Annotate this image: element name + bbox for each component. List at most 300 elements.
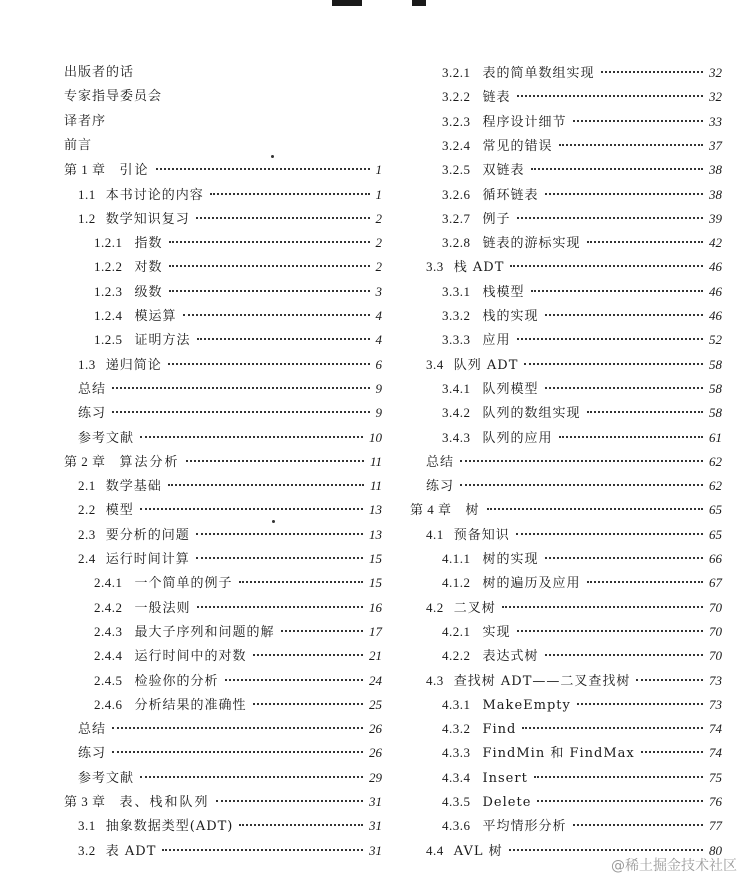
- toc-leader-dots: [253, 654, 363, 656]
- toc-entry-page: 4: [375, 332, 382, 348]
- toc-entry-number: 1.2.4: [94, 308, 123, 323]
- toc-entry-page: 75: [709, 769, 722, 785]
- toc-entry-number: 2.4.1: [94, 575, 123, 591]
- toc-leader-dots: [196, 217, 370, 219]
- toc-entry-page: 1: [375, 186, 382, 202]
- toc-leader-dots: [510, 265, 703, 267]
- toc-entry[interactable]: [94, 647, 382, 665]
- toc-leader-dots: [140, 436, 363, 438]
- toc-entry[interactable]: [78, 404, 382, 422]
- toc-entry-title: FindMin 和 FindMax: [482, 746, 635, 762]
- toc-entry-page: 15: [369, 551, 382, 566]
- toc-entry-title: 分析结果的准确性: [134, 697, 247, 713]
- toc-entry-page: 74: [709, 745, 722, 761]
- toc-leader-dots: [545, 193, 703, 195]
- toc-entry-title: AVL 树: [453, 843, 503, 859]
- toc-leader-dots: [516, 533, 703, 535]
- toc-leader-dots: [156, 168, 370, 170]
- toc-entry-title: 证明方法: [134, 333, 191, 349]
- toc-entry[interactable]: [78, 429, 382, 447]
- toc-entry-number: 4.3.4: [442, 769, 471, 785]
- toc-entry-title: 表、栈和队列: [119, 795, 210, 810]
- toc-entry-title: 栈 ADT: [453, 260, 505, 276]
- toc-entry[interactable]: [94, 283, 382, 301]
- toc-entry[interactable]: [442, 720, 722, 738]
- toc-entry-title: 参考文献: [78, 770, 135, 786]
- toc-leader-dots: [641, 751, 703, 753]
- toc-entry-title: 表的简单数组实现: [482, 66, 595, 81]
- toc-entry[interactable]: [426, 477, 722, 495]
- toc-entry-page: 52: [709, 332, 722, 348]
- toc-entry-number: 3.2.1: [442, 65, 471, 80]
- toc-entry[interactable]: [442, 696, 722, 714]
- toc-entry-number: 2.4.3: [94, 623, 123, 639]
- watermark-text: @稀土掘金技术社区: [611, 858, 737, 874]
- toc-entry-number: 2.3: [78, 526, 96, 542]
- toc-entry-number: 2.2: [78, 502, 96, 518]
- toc-entry-number: 3.3.3: [442, 332, 471, 348]
- toc-entry-title: 应用: [482, 333, 511, 349]
- toc-entry-page: 17: [369, 623, 382, 639]
- toc-leader-dots: [460, 484, 703, 486]
- toc-entry[interactable]: [442, 307, 722, 325]
- toc-entry-page: 62: [709, 478, 722, 494]
- toc-entry[interactable]: [78, 550, 382, 568]
- toc-entry-title: 对数: [134, 260, 163, 276]
- toc-entry-title: 队列模型: [482, 381, 539, 397]
- toc-entry-number: 4.4: [426, 842, 444, 858]
- toc-entry[interactable]: [64, 137, 382, 155]
- toc-entry[interactable]: [426, 599, 722, 617]
- toc-entry-title: MakeEmpty: [482, 697, 571, 713]
- toc-entry-page: 58: [709, 356, 722, 372]
- toc-entry-title: 运行时间计算: [105, 552, 190, 567]
- toc-entry-title: 译者序: [64, 113, 107, 129]
- toc-entry-number: 3.3.2: [442, 308, 471, 323]
- toc-entry-number: 3.4.2: [442, 405, 471, 421]
- toc-entry-number: 3.2.3: [442, 113, 471, 129]
- toc-entry[interactable]: [94, 258, 382, 276]
- toc-entry-page: 4: [375, 308, 382, 323]
- toc-entry[interactable]: [442, 161, 722, 179]
- toc-entry[interactable]: [426, 453, 722, 471]
- toc-entry-title: 本书讨论的内容: [105, 187, 204, 203]
- toc-entry-title: 表达式树: [482, 649, 539, 665]
- toc-leader-dots: [460, 460, 703, 462]
- toc-entry-page: 11: [369, 478, 382, 494]
- page-title-fragment: [320, 0, 440, 10]
- toc-leader-dots: [559, 436, 703, 438]
- toc-chapter-entry[interactable]: [64, 161, 382, 179]
- toc-leader-dots: [216, 800, 363, 802]
- toc-entry-title: 实现: [482, 624, 511, 640]
- toc-leader-dots: [197, 606, 363, 608]
- toc-entry-page: 16: [369, 599, 382, 615]
- toc-entry-number: 第 1 章: [64, 162, 106, 178]
- toc-entry[interactable]: [78, 744, 382, 762]
- toc-leader-dots: [253, 703, 363, 705]
- toc-entry-page: 46: [709, 259, 722, 275]
- toc-entry[interactable]: [78, 817, 382, 835]
- toc-entry[interactable]: [78, 356, 382, 374]
- toc-entry-page: 32: [709, 65, 722, 80]
- toc-leader-dots: [587, 241, 703, 243]
- toc-entry[interactable]: [94, 599, 382, 617]
- toc-leader-dots: [531, 290, 703, 292]
- toc-entry-title: Insert: [482, 770, 528, 786]
- toc-entry[interactable]: [64, 64, 382, 82]
- toc-entry-number: 2.4.6: [94, 696, 123, 712]
- scan-speck: [272, 520, 275, 523]
- toc-entry[interactable]: [442, 429, 722, 447]
- toc-entry-number: 4.2.2: [442, 648, 471, 664]
- toc-entry[interactable]: [94, 623, 382, 641]
- toc-entry-page: 46: [709, 308, 722, 323]
- toc-leader-dots: [112, 411, 369, 413]
- toc-leader-dots: [517, 630, 703, 632]
- toc-leader-dots: [534, 776, 703, 778]
- toc-leader-dots: [239, 824, 363, 826]
- toc-chapter-entry[interactable]: [64, 793, 382, 811]
- toc-leader-dots: [112, 387, 369, 389]
- toc-entry-page: 10: [369, 429, 382, 445]
- toc-entry[interactable]: [426, 526, 722, 544]
- toc-entry-title: 数学知识复习: [105, 211, 190, 227]
- toc-entry-page: 74: [709, 721, 722, 737]
- toc-entry[interactable]: [442, 64, 722, 82]
- toc-leader-dots: [239, 581, 363, 583]
- toc-entry-page: 67: [709, 575, 722, 591]
- toc-entry[interactable]: [78, 380, 382, 398]
- toc-entry-page: 31: [369, 794, 382, 809]
- toc-entry-page: 6: [375, 356, 382, 372]
- toc-entry-title: 树的遍历及应用: [482, 576, 581, 592]
- toc-entry-number: 3.4: [426, 356, 444, 372]
- toc-entry[interactable]: [78, 769, 382, 787]
- toc-entry-title: 队列的应用: [482, 430, 553, 446]
- toc-leader-dots: [162, 849, 363, 851]
- toc-entry-page: 38: [709, 186, 722, 202]
- toc-entry-page: 73: [709, 672, 722, 688]
- toc-chapter-entry[interactable]: [410, 501, 722, 519]
- toc-entry-number: 4.3.6: [442, 818, 471, 834]
- toc-entry-number: 3.2.8: [442, 235, 471, 251]
- toc-entry-page: 70: [709, 623, 722, 639]
- toc-leader-dots: [545, 654, 703, 656]
- toc-entry-page: 25: [369, 696, 382, 712]
- toc-entry-title: 队列 ADT: [453, 357, 519, 373]
- toc-entry-title: 出版者的话: [64, 65, 135, 80]
- toc-entry-title: 链表: [482, 90, 511, 106]
- toc-entry-page: 42: [709, 235, 722, 251]
- toc-entry[interactable]: [426, 356, 722, 374]
- toc-entry-title: 最大子序列和问题的解: [134, 624, 275, 640]
- toc-entry-title: 参考文献: [78, 430, 135, 446]
- toc-entry[interactable]: [442, 574, 722, 592]
- toc-entry[interactable]: [442, 210, 722, 228]
- toc-entry[interactable]: [78, 720, 382, 738]
- toc-entry-page: 15: [369, 575, 382, 591]
- toc-entry-number: 4.2: [426, 599, 444, 615]
- toc-entry-number: 1.1: [78, 186, 96, 202]
- toc-leader-dots: [169, 241, 370, 243]
- toc-entry-page: 70: [709, 599, 722, 615]
- toc-entry[interactable]: [78, 501, 382, 519]
- toc-entry-number: 2.4: [78, 551, 96, 566]
- toc-entry-page: 2: [375, 259, 382, 275]
- toc-entry-number: 4.1.1: [442, 551, 471, 566]
- toc-leader-dots: [140, 508, 363, 510]
- toc-entry[interactable]: [442, 186, 722, 204]
- toc-entry-title: 运行时间中的对数: [134, 649, 247, 665]
- toc-leader-dots: [169, 290, 370, 292]
- toc-entry-title: 引论: [119, 163, 150, 179]
- toc-entry-title: 练习: [426, 479, 455, 495]
- toc-entry-page: 1: [375, 162, 382, 178]
- toc-leader-dots: [112, 751, 363, 753]
- toc-entry[interactable]: [442, 647, 722, 665]
- toc-leader-dots: [281, 630, 363, 632]
- toc-entry-page: 39: [709, 210, 722, 226]
- toc-entry-number: 3.2.4: [442, 137, 471, 153]
- toc-entry-title: 队列的数组实现: [482, 406, 581, 422]
- toc-entry-title: 模运算: [134, 309, 177, 324]
- toc-entry[interactable]: [78, 526, 382, 544]
- toc-entry-title: 总结: [78, 381, 107, 397]
- toc-entry-title: 模型: [105, 503, 134, 519]
- toc-leader-dots: [537, 800, 703, 802]
- toc-entry[interactable]: [64, 113, 382, 131]
- toc-entry-number: 第 4 章: [410, 502, 452, 518]
- toc-leader-dots: [186, 460, 364, 462]
- toc-entry[interactable]: [442, 283, 722, 301]
- toc-entry-page: 46: [709, 283, 722, 299]
- toc-leader-dots: [169, 265, 370, 267]
- toc-entry-page: 29: [369, 769, 382, 785]
- toc-entry-page: 38: [709, 162, 722, 178]
- toc-entry[interactable]: [442, 744, 722, 762]
- toc-entry[interactable]: [94, 696, 382, 714]
- toc-leader-dots: [183, 314, 370, 316]
- toc-entry-number: 2.4.4: [94, 648, 123, 664]
- toc-entry-number: 1.2.3: [94, 283, 123, 299]
- toc-leader-dots: [140, 776, 363, 778]
- toc-entry[interactable]: [442, 113, 722, 131]
- toc-leader-dots: [487, 508, 703, 510]
- toc-entry[interactable]: [442, 793, 722, 811]
- toc-entry-page: 33: [709, 113, 722, 129]
- toc-entry-title: 循环链表: [482, 187, 539, 203]
- toc-entry-number: 4.3: [426, 672, 444, 688]
- toc-entry-title: 树的实现: [482, 552, 539, 567]
- toc-entry[interactable]: [442, 623, 722, 641]
- toc-entry[interactable]: [442, 817, 722, 835]
- toc-entry-number: 4.1.2: [442, 575, 471, 591]
- toc-entry-title: 级数: [134, 284, 163, 300]
- toc-entry[interactable]: [94, 234, 382, 252]
- toc-entry-title: 算法分析: [119, 454, 180, 470]
- toc-leader-dots: [509, 849, 703, 851]
- toc-entry-title: 例子: [482, 211, 511, 227]
- toc-entry[interactable]: [442, 769, 722, 787]
- toc-entry[interactable]: [426, 258, 722, 276]
- toc-entry[interactable]: [64, 88, 382, 106]
- toc-entry-page: 61: [709, 429, 722, 445]
- toc-entry-title: 链表的游标实现: [482, 236, 581, 252]
- toc-entry-page: 3: [375, 283, 382, 299]
- toc-leader-dots: [517, 217, 703, 219]
- toc-entry-title: 专家指导委员会: [64, 89, 163, 105]
- toc-entry-title: 常见的错误: [482, 138, 553, 154]
- toc-entry-page: 13: [369, 502, 382, 518]
- toc-entry[interactable]: [94, 672, 382, 690]
- toc-entry-page: 31: [369, 818, 382, 834]
- toc-chapter-entry[interactable]: [64, 453, 382, 471]
- toc-entry-number: 第 3 章: [64, 794, 106, 809]
- toc-entry-title: 树: [465, 503, 481, 519]
- toc-entry-number: 3.3.1: [442, 283, 471, 299]
- toc-entry-page: 9: [375, 380, 382, 396]
- toc-entry-title: 二叉树: [453, 600, 496, 616]
- toc-entry-number: 4.3.3: [442, 745, 471, 761]
- toc-entry-number: 1.2.2: [94, 259, 123, 275]
- toc-leader-dots: [524, 363, 703, 365]
- toc-entry-title: 双链表: [482, 163, 525, 179]
- toc-entry-number: 3.2.7: [442, 210, 471, 226]
- toc-entry-title: 练习: [78, 746, 107, 762]
- toc-entry-page: 9: [375, 405, 382, 421]
- toc-leader-dots: [502, 606, 703, 608]
- toc-entry-title: 抽象数据类型(ADT): [105, 819, 234, 835]
- toc-entry-number: 1.2.1: [94, 235, 123, 251]
- toc-entry-title: Find: [482, 722, 517, 738]
- toc-leader-dots: [545, 387, 703, 389]
- toc-entry[interactable]: [426, 672, 722, 690]
- toc-entry-number: 3.2.5: [442, 162, 471, 178]
- toc-leader-dots: [517, 95, 703, 97]
- toc-leader-dots: [573, 120, 703, 122]
- toc-entry-title: 检验你的分析: [134, 673, 219, 689]
- toc-entry-number: 3.2.2: [442, 89, 471, 105]
- toc-entry-page: 13: [369, 526, 382, 542]
- toc-entry-title: 前言: [64, 137, 93, 153]
- toc-leader-dots: [601, 71, 703, 73]
- toc-entry-title: 平均情形分析: [482, 819, 567, 835]
- toc-entry-number: 3.4.3: [442, 429, 471, 445]
- toc-leader-dots: [545, 314, 703, 316]
- toc-entry-number: 4.1: [426, 526, 444, 542]
- toc-entry[interactable]: [94, 331, 382, 349]
- toc-entry-number: 4.3.2: [442, 721, 471, 737]
- toc-entry-page: 76: [709, 794, 722, 809]
- toc-entry-page: 26: [369, 745, 382, 761]
- toc-entry[interactable]: [442, 550, 722, 568]
- toc-leader-dots: [225, 679, 363, 681]
- toc-entry-page: 26: [369, 721, 382, 737]
- toc-entry-number: 第 2 章: [64, 453, 106, 469]
- toc-entry-number: 1.2.5: [94, 332, 123, 348]
- toc-entry-page: 58: [709, 405, 722, 421]
- toc-entry[interactable]: [442, 234, 722, 252]
- toc-entry[interactable]: [442, 137, 722, 155]
- toc-leader-dots: [587, 581, 703, 583]
- toc-entry-title: 一般法则: [134, 600, 191, 616]
- toc-entry-title: 要分析的问题: [105, 527, 190, 543]
- toc-entry-page: 32: [709, 89, 722, 105]
- toc-entry-title: 查找树 ADT——二叉查找树: [453, 673, 631, 689]
- toc-leader-dots: [545, 557, 703, 559]
- toc-entry-number: 2.4.2: [94, 599, 123, 615]
- toc-entry-title: 栈的实现: [482, 309, 539, 324]
- toc-entry-title: 栈模型: [482, 284, 525, 300]
- toc-entry[interactable]: [442, 404, 722, 422]
- toc-leader-dots: [531, 168, 703, 170]
- toc-leader-dots: [197, 338, 370, 340]
- toc-leader-dots: [577, 703, 703, 705]
- toc-entry-page: 24: [369, 672, 382, 688]
- toc-entry-number: 4.3.1: [442, 696, 471, 712]
- toc-leader-dots: [112, 727, 363, 729]
- toc-leader-dots: [636, 679, 703, 681]
- toc-entry[interactable]: [94, 307, 382, 325]
- toc-entry[interactable]: [94, 574, 382, 592]
- toc-entry-page: 77: [709, 818, 722, 834]
- toc-entry-number: 1.3: [78, 356, 96, 372]
- toc-entry[interactable]: [78, 477, 382, 495]
- toc-entry-title: 总结: [426, 454, 455, 470]
- toc-entry-number: 3.4.1: [442, 380, 471, 396]
- toc-entry-title: 数学基础: [105, 479, 162, 495]
- toc-entry-page: 2: [375, 210, 382, 226]
- toc-entry-page: 11: [369, 453, 382, 469]
- toc-entry-page: 73: [709, 696, 722, 712]
- toc-leader-dots: [587, 411, 703, 413]
- toc-entry-title: 表 ADT: [105, 843, 157, 859]
- toc-entry[interactable]: [78, 186, 382, 204]
- toc-entry[interactable]: [442, 331, 722, 349]
- toc-entry-number: 3.3: [426, 259, 444, 275]
- toc-entry-title: 递归简论: [105, 357, 162, 373]
- toc-entry-title: 预备知识: [453, 527, 510, 543]
- toc-entry-page: 62: [709, 453, 722, 469]
- toc-entry-page: 70: [709, 648, 722, 664]
- toc-entry-number: 4.3.5: [442, 794, 471, 809]
- toc-leader-dots: [573, 824, 703, 826]
- toc-entry-page: 80: [709, 842, 722, 858]
- toc-leader-dots: [517, 338, 703, 340]
- toc-entry[interactable]: [442, 380, 722, 398]
- toc-entry-page: 65: [709, 526, 722, 542]
- toc-entry-title: 程序设计细节: [482, 114, 567, 130]
- toc-entry-title: Delete: [482, 795, 532, 810]
- toc-entry-title: 总结: [78, 722, 107, 738]
- toc-entry-title: 练习: [78, 406, 107, 422]
- toc-leader-dots: [196, 557, 363, 559]
- toc-leader-dots: [196, 533, 363, 535]
- toc-entry[interactable]: [78, 842, 382, 860]
- toc-entry-number: 2.1: [78, 478, 96, 494]
- toc-entry[interactable]: [442, 88, 722, 106]
- toc-entry-number: 3.2.6: [442, 186, 471, 202]
- toc-entry[interactable]: [78, 210, 382, 228]
- toc-entry-page: 58: [709, 380, 722, 396]
- toc-leader-dots: [559, 144, 703, 146]
- toc-leader-dots: [210, 193, 370, 195]
- toc-leader-dots: [522, 727, 703, 729]
- toc-leader-dots: [168, 363, 370, 365]
- toc-leader-dots: [168, 484, 364, 486]
- toc-entry-page: 65: [709, 502, 722, 518]
